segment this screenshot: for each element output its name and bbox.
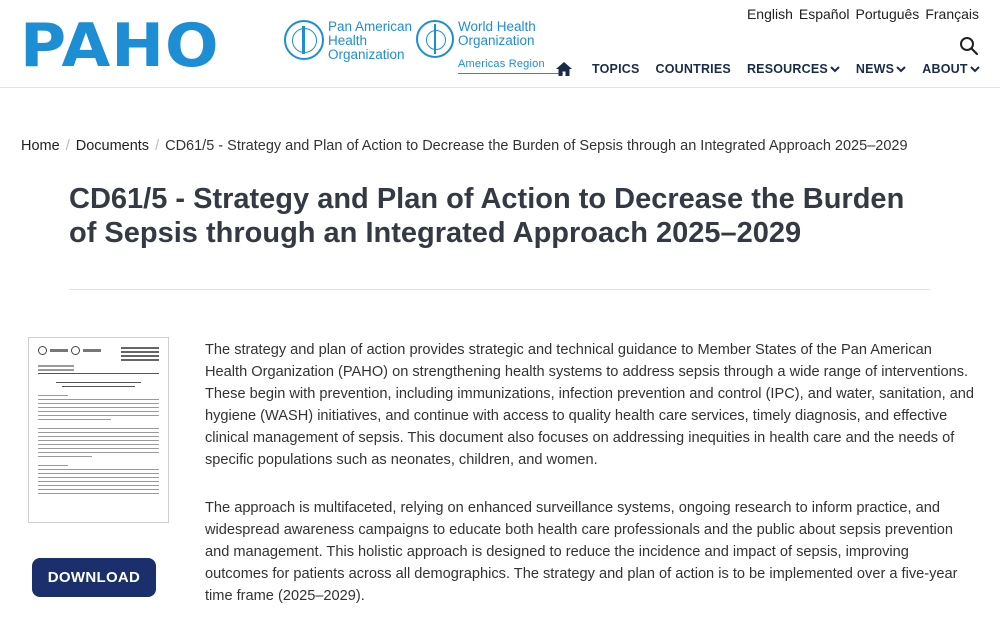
nav-resources[interactable]	[747, 62, 840, 76]
nav-about-label: ABOUT	[922, 62, 968, 76]
paho-org-line2: Health	[328, 33, 368, 48]
breadcrumb-separator: /	[155, 138, 160, 154]
title-divider	[69, 289, 930, 290]
nav-countries[interactable]	[656, 62, 731, 76]
description-paragraph-1: The strategy and plan of action provides strategic and technical guidance to Member States of the Pan American Health Organization (PAHO) on strengthening health systems to address sepsis through a wide range of interventions. These begin with prevention, including immunizations, infection prevention and control (IPC), and water, sanitation, and hygiene (WASH) initiatives, and continue with access to quality health care services, timely diagnosis, and effective clinical management of sepsis. This document also focuses on addressing inequities in health care and the needs of specific populations such as neonates, children, and women.	[205, 342, 975, 468]
chevron-down-icon	[830, 66, 840, 73]
paho-org-line1: Pan American	[328, 19, 413, 34]
breadcrumb-separator: /	[65, 138, 70, 154]
lang-english[interactable]: English	[746, 6, 793, 22]
nav-about[interactable]	[922, 62, 979, 76]
paho-org-name	[328, 20, 412, 62]
main-nav	[556, 62, 996, 76]
nav-topics-label: TOPICS	[592, 62, 640, 76]
breadcrumb-documents[interactable]: Documents	[75, 138, 150, 154]
page-title: CD61/5 - Strategy and Plan of Action to Decrease the Burden of Sepsis through an Integrated Approach 2025–2029	[69, 183, 905, 249]
search-icon[interactable]	[959, 36, 979, 56]
paho-org-logo[interactable]	[284, 20, 412, 62]
paho-logo[interactable]: PAHO	[20, 11, 220, 81]
description-paragraph-2: The approach is multifaceted, relying on enhanced surveillance systems, ongoing research to inform practice, and widespread awareness campaigns to educate both health care professionals and the public about sepsis prevention and management. This holistic approach is designed to reduce the incidence and impact of sepsis, improving outcomes for patients across all demographics. The strategy and plan of action is to be implemented over a five-year time frame (2025–2029).	[205, 500, 958, 604]
lang-francais[interactable]: Français	[925, 6, 979, 22]
nav-topics[interactable]	[592, 62, 640, 76]
who-org-name	[458, 20, 563, 74]
breadcrumb	[21, 138, 908, 154]
chevron-down-icon	[970, 66, 980, 73]
language-selector	[747, 6, 979, 22]
nav-news[interactable]	[856, 62, 906, 76]
lang-portugues[interactable]: Português	[855, 6, 920, 22]
site-header	[0, 0, 1000, 88]
home-icon[interactable]	[556, 62, 572, 76]
breadcrumb-current: CD61/5 - Strategy and Plan of Action to Decrease the Burden of Sepsis through an Integrated Approach 2025–2029	[165, 138, 908, 154]
paho-org-line3: Organization	[328, 47, 405, 62]
who-region: Americas Region	[458, 58, 545, 70]
breadcrumb-home[interactable]: Home	[21, 138, 60, 154]
chevron-down-icon	[896, 66, 906, 73]
who-region-rule	[458, 73, 563, 74]
nav-countries-label: COUNTRIES	[655, 62, 731, 76]
nav-news-label: NEWS	[855, 62, 895, 76]
download-button[interactable]: DOWNLOAD	[32, 558, 156, 597]
who-org-logo[interactable]	[416, 20, 563, 74]
who-emblem-icon	[416, 20, 454, 58]
nav-resources-label: RESOURCES	[746, 62, 828, 76]
document-thumbnail[interactable]	[28, 337, 169, 523]
paho-emblem-icon	[284, 20, 324, 60]
lang-espanol[interactable]: Español	[798, 6, 850, 22]
who-org-line2: Organization	[458, 33, 535, 48]
who-org-line1: World Health	[458, 19, 536, 34]
